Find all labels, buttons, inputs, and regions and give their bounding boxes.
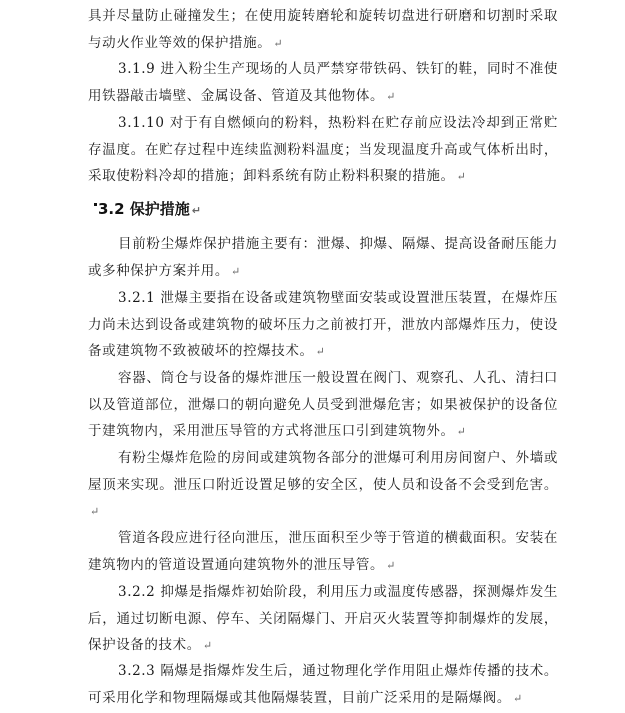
section-heading: 3.2 保护措施 ↵ [98,200,202,218]
paragraph-3-1-10: 3.1.10 对于有自燃倾向的粉料，热粉料在贮存前应设法冷却到正常贮存温度。在贮存过程中连续监测粉料温度；当发现温度升高或气体析出时，采取使粉料冷却的措施；卸料系统有防止粉料积聚的措施。 ↵ [88,115,558,184]
paragraph-continued: 具并尽量防止碰撞发生；在使用旋转磨轮和旋转切盘进行研磨和切割时采取与动火作业等效的保护措施。 ↵ [88,8,558,51]
paragraph-3-2-2: 3.2.2 抑爆是指爆炸初始阶段，利用压力或温度传感器，探测爆炸发生后，通过切断电源、停车、关闭隔爆门、开启灭火装置等抑制爆炸的发展，保护设备的技术。 ↵ [88,584,558,653]
paragraph-vent-location: 容器、筒仓与设备的爆炸泄压一般设置在阀门、观察孔、人孔、清扫口以及管道部位，泄爆口的朝向避免人员受到泄爆危害；如果被保护的设备位于建筑物内，采用泄压导管的方式将泄压口引到建筑物外。 ↵ [88,370,558,439]
paragraph-3-2-1: 3.2.1 泄爆主要指在设备或建筑物壁面安装或设置泄压装置，在爆炸压力尚未达到设备或建筑物的破坏压力之前被打开，泄放内部爆炸压力，使设备或建筑物不致被破坏的控爆技术。 ↵ [88,290,558,359]
paragraph-room-vent: 有粉尘爆炸危险的房间或建筑物各部分的泄爆可利用房间窗户、外墙或屋顶来实现。泄压口附近设置足够的安全区，使人员和设备不会受到危害。↵ [88,450,558,518]
paragraph-pipe-vent: 管道各段应进行径向泄压，泄压面积至少等于管道的横截面积。安装在建筑物内的管道设置通向建筑物外的泄压导管。 ↵ [88,530,558,573]
heading-bullet [94,203,97,206]
paragraph-3-2-3: 3.2.3 隔爆是指爆炸发生后，通过物理化学作用阻止爆炸传播的技术。可采用化学和物理隔爆或其他隔爆装置，目前广泛采用的是隔爆阀。 ↵ [88,663,558,706]
paragraph-3-1-9: 3.1.9 进入粉尘生产现场的人员严禁穿带铁码、铁钉的鞋，同时不准使用铁器敲击墙壁、金属设备、管道及其他物体。 ↵ [88,61,558,104]
paragraph-intro: 目前粉尘爆炸保护措施主要有：泄爆、抑爆、隔爆、提高设备耐压能力或多种保护方案并用。 ↵ [88,236,558,279]
